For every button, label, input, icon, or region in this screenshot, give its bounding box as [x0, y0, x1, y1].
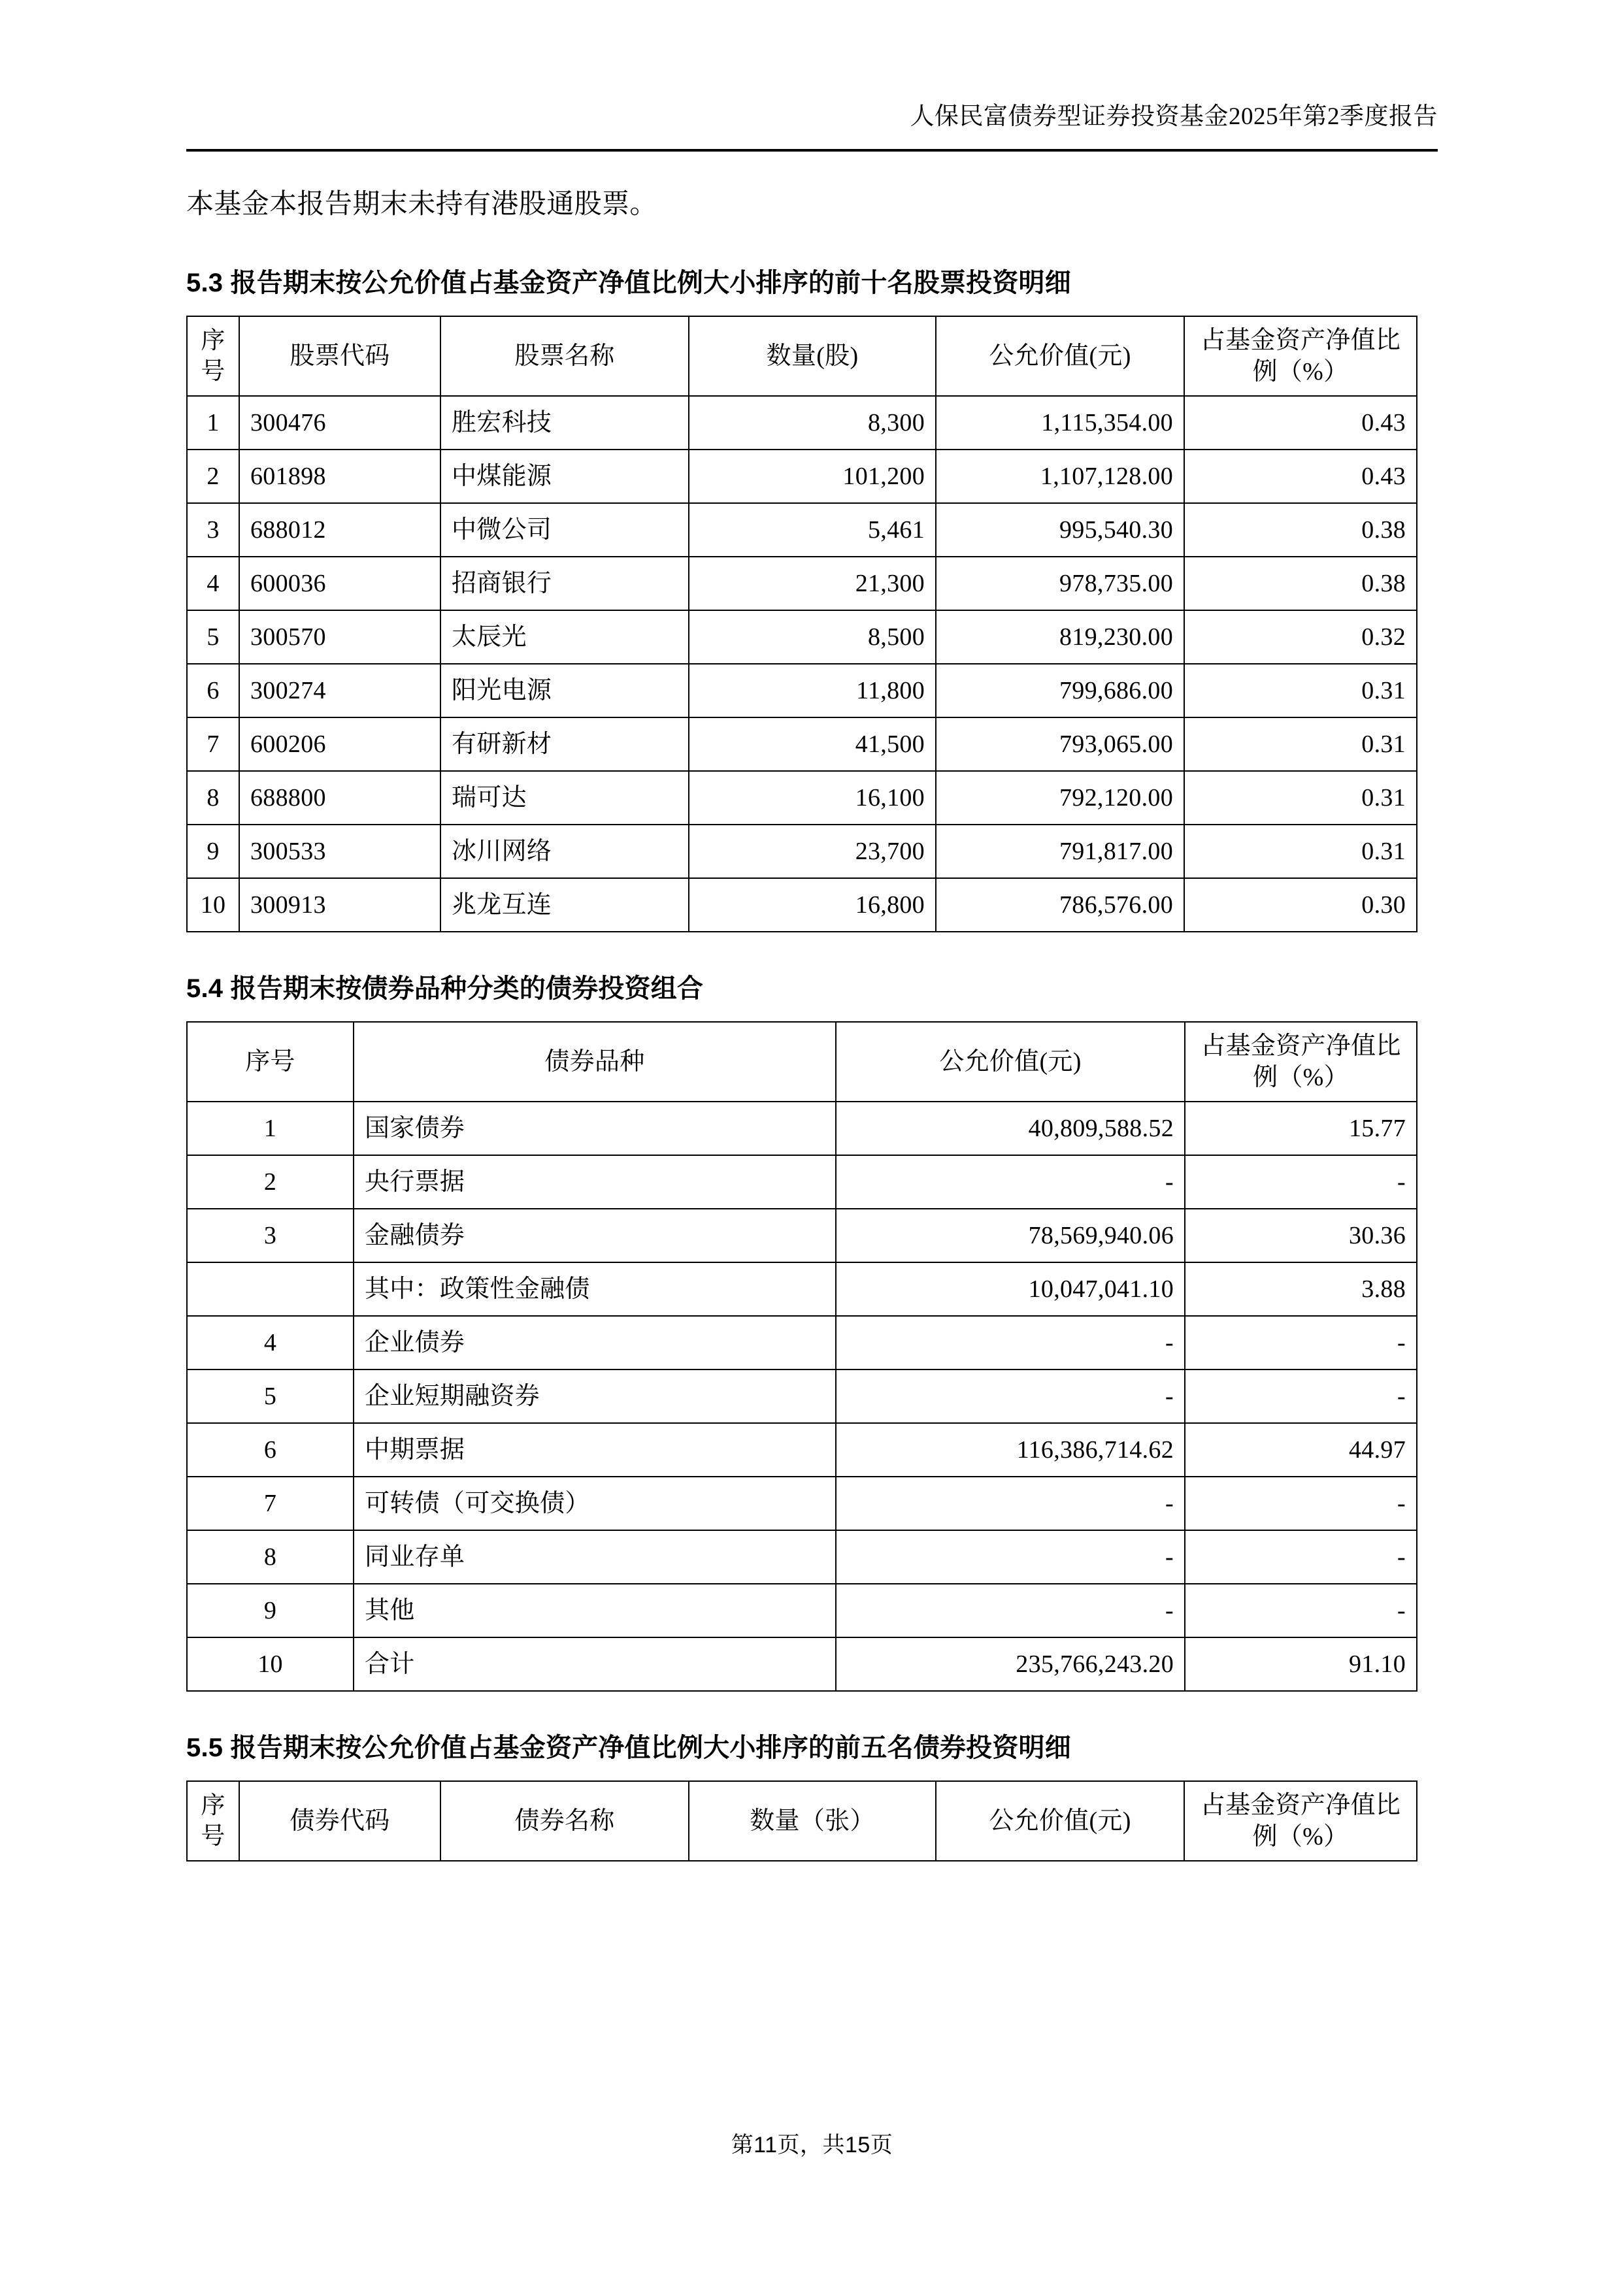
cell-stock-code: 300476 — [239, 396, 440, 450]
cell-nav-ratio: 0.32 — [1184, 610, 1417, 664]
cell-stock-name: 中煤能源 — [440, 450, 689, 503]
cell-nav-ratio: 0.38 — [1184, 557, 1417, 610]
table-header-row — [187, 1022, 1417, 1102]
cell-index: 4 — [187, 557, 239, 610]
cell-fair-value: - — [836, 1155, 1185, 1209]
top-ten-stocks-table — [186, 316, 1417, 932]
table-row — [187, 1423, 1417, 1477]
cell-index — [187, 1262, 354, 1316]
cell-nav-ratio: 44.97 — [1185, 1423, 1417, 1477]
cell-fair-value: 792,120.00 — [936, 771, 1184, 825]
cell-fair-value: 10,047,041.10 — [836, 1262, 1185, 1316]
cell-quantity: 41,500 — [689, 717, 936, 771]
cell-stock-name: 兆龙互连 — [440, 878, 689, 932]
cell-fair-value: 116,386,714.62 — [836, 1423, 1185, 1477]
cell-quantity: 23,700 — [689, 825, 936, 878]
cell-fair-value: 786,576.00 — [936, 878, 1184, 932]
cell-quantity: 16,800 — [689, 878, 936, 932]
cell-index: 8 — [187, 771, 239, 825]
table-row — [187, 1209, 1417, 1262]
cell-fair-value: 799,686.00 — [936, 664, 1184, 717]
cell-bond-kind: 中期票据 — [354, 1423, 836, 1477]
cell-quantity: 16,100 — [689, 771, 936, 825]
cell-index: 6 — [187, 1423, 354, 1477]
cell-index: 10 — [187, 1637, 354, 1691]
col-header-fair-value: 公允价值(元) — [936, 1781, 1184, 1861]
cell-fair-value: - — [836, 1316, 1185, 1369]
header-divider-rule — [186, 149, 1438, 152]
col-header-quantity: 数量(股) — [689, 316, 936, 396]
col-header-fair-value: 公允价值(元) — [936, 316, 1184, 396]
section-heading-5-5: 5.5 报告期末按公允价值占基金资产净值比例大小排序的前五名债券投资明细 — [186, 1733, 1071, 1763]
cell-fair-value: 1,107,128.00 — [936, 450, 1184, 503]
cell-quantity: 21,300 — [689, 557, 936, 610]
cell-stock-code: 688800 — [239, 771, 440, 825]
cell-nav-ratio: - — [1185, 1369, 1417, 1423]
cell-index: 9 — [187, 1584, 354, 1637]
cell-index: 5 — [187, 610, 239, 664]
cell-index: 1 — [187, 1102, 354, 1155]
cell-index: 9 — [187, 825, 239, 878]
cell-quantity: 5,461 — [689, 503, 936, 557]
cell-bond-kind: 可转债（可交换债） — [354, 1477, 836, 1530]
cell-fair-value: - — [836, 1530, 1185, 1584]
table-row — [187, 825, 1417, 878]
cell-bond-kind: 其他 — [354, 1584, 836, 1637]
table-row — [187, 450, 1417, 503]
table-row — [187, 717, 1417, 771]
cell-stock-name: 冰川网络 — [440, 825, 689, 878]
cell-fair-value: 1,115,354.00 — [936, 396, 1184, 450]
cell-quantity: 8,500 — [689, 610, 936, 664]
cell-nav-ratio: 0.31 — [1184, 771, 1417, 825]
col-header-nav-ratio: 占基金资产净值比例（%） — [1184, 316, 1417, 396]
table-header-row — [187, 1781, 1417, 1861]
table-header — [187, 316, 1417, 396]
table-row — [187, 1262, 1417, 1316]
cell-fair-value: 78,569,940.06 — [836, 1209, 1185, 1262]
cell-nav-ratio: 30.36 — [1185, 1209, 1417, 1262]
col-header-bond-name: 债券名称 — [440, 1781, 689, 1861]
cell-bond-kind: 央行票据 — [354, 1155, 836, 1209]
cell-bond-kind: 国家债券 — [354, 1102, 836, 1155]
cell-quantity: 8,300 — [689, 396, 936, 450]
cell-nav-ratio: - — [1185, 1477, 1417, 1530]
cell-fair-value: 819,230.00 — [936, 610, 1184, 664]
cell-index: 2 — [187, 450, 239, 503]
cell-index: 3 — [187, 503, 239, 557]
page-content — [186, 183, 1438, 1861]
running-header-title: 人保民富债券型证券投资基金2025年第2季度报告 — [910, 103, 1438, 130]
col-header-index: 序 号 — [187, 1781, 239, 1861]
cell-nav-ratio: - — [1185, 1155, 1417, 1209]
cell-quantity: 101,200 — [689, 450, 936, 503]
cell-stock-code: 600206 — [239, 717, 440, 771]
bond-types-table — [186, 1021, 1417, 1692]
cell-nav-ratio: - — [1185, 1530, 1417, 1584]
table-row — [187, 610, 1417, 664]
cell-index: 7 — [187, 1477, 354, 1530]
cell-fair-value: 978,735.00 — [936, 557, 1184, 610]
col-header-nav-ratio: 占基金资产净值比例（%） — [1184, 1781, 1417, 1861]
cell-bond-kind: 其中：政策性金融债 — [354, 1262, 836, 1316]
top-five-bonds-table — [186, 1780, 1417, 1861]
cell-nav-ratio: - — [1185, 1316, 1417, 1369]
cell-stock-code: 300913 — [239, 878, 440, 932]
cell-stock-name: 瑞可达 — [440, 771, 689, 825]
cell-nav-ratio: - — [1185, 1584, 1417, 1637]
col-header-stock-code: 股票代码 — [239, 316, 440, 396]
col-header-stock-name: 股票名称 — [440, 316, 689, 396]
cell-nav-ratio: 0.38 — [1184, 503, 1417, 557]
cell-fair-value: 995,540.30 — [936, 503, 1184, 557]
cell-nav-ratio: 0.30 — [1184, 878, 1417, 932]
table-row — [187, 396, 1417, 450]
cell-nav-ratio: 0.43 — [1184, 450, 1417, 503]
cell-stock-code: 688012 — [239, 503, 440, 557]
table-row — [187, 557, 1417, 610]
table-row — [187, 771, 1417, 825]
cell-fair-value: - — [836, 1584, 1185, 1637]
cell-index: 6 — [187, 664, 239, 717]
col-header-quantity: 数量（张） — [689, 1781, 936, 1861]
cell-fair-value: 791,817.00 — [936, 825, 1184, 878]
table-row — [187, 1316, 1417, 1369]
cell-fair-value: 235,766,243.20 — [836, 1637, 1185, 1691]
bond-types-table-body — [187, 1102, 1417, 1691]
col-header-fair-value: 公允价值(元) — [836, 1022, 1185, 1102]
cell-stock-code: 300274 — [239, 664, 440, 717]
cell-stock-name: 有研新材 — [440, 717, 689, 771]
cell-index: 8 — [187, 1530, 354, 1584]
cell-stock-name: 胜宏科技 — [440, 396, 689, 450]
col-header-index: 序 号 — [187, 316, 239, 396]
cell-index: 7 — [187, 717, 239, 771]
cell-fair-value: 793,065.00 — [936, 717, 1184, 771]
cell-stock-name: 招商银行 — [440, 557, 689, 610]
cell-index: 10 — [187, 878, 239, 932]
cell-index: 1 — [187, 396, 239, 450]
table-row — [187, 1584, 1417, 1637]
cell-bond-kind: 同业存单 — [354, 1530, 836, 1584]
cell-bond-kind: 企业短期融资券 — [354, 1369, 836, 1423]
table-row — [187, 503, 1417, 557]
stocks-table-body — [187, 396, 1417, 932]
cell-stock-name: 阳光电源 — [440, 664, 689, 717]
table-row — [187, 1155, 1417, 1209]
table-header-row — [187, 316, 1417, 396]
cell-stock-code: 300533 — [239, 825, 440, 878]
cell-quantity: 11,800 — [689, 664, 936, 717]
cell-stock-code: 601898 — [239, 450, 440, 503]
cell-stock-name: 中微公司 — [440, 503, 689, 557]
cell-stock-code: 600036 — [239, 557, 440, 610]
section-heading-5-3: 5.3 报告期末按公允价值占基金资产净值比例大小排序的前十名股票投资明细 — [186, 269, 1071, 298]
table-header — [187, 1781, 1417, 1861]
cell-nav-ratio: 0.43 — [1184, 396, 1417, 450]
table-row — [187, 1530, 1417, 1584]
cell-stock-code: 300570 — [239, 610, 440, 664]
cell-nav-ratio: 0.31 — [1184, 825, 1417, 878]
cell-bond-kind: 合计 — [354, 1637, 836, 1691]
col-header-index: 序号 — [187, 1022, 354, 1102]
cell-nav-ratio: 3.88 — [1185, 1262, 1417, 1316]
cell-bond-kind: 金融债券 — [354, 1209, 836, 1262]
cell-index: 5 — [187, 1369, 354, 1423]
cell-fair-value: 40,809,588.52 — [836, 1102, 1185, 1155]
cell-fair-value: - — [836, 1477, 1185, 1530]
table-header — [187, 1022, 1417, 1102]
table-row — [187, 1637, 1417, 1691]
intro-paragraph: 本基金本报告期末未持有港股通股票。 — [186, 189, 657, 220]
cell-stock-name: 太辰光 — [440, 610, 689, 664]
cell-index: 4 — [187, 1316, 354, 1369]
table-row — [187, 1369, 1417, 1423]
section-heading-5-4: 5.4 报告期末按债券品种分类的债券投资组合 — [186, 974, 704, 1004]
col-header-bond-code: 债券代码 — [239, 1781, 440, 1861]
col-header-bond-kind: 债券品种 — [354, 1022, 836, 1102]
cell-bond-kind: 企业债券 — [354, 1316, 836, 1369]
table-row — [187, 878, 1417, 932]
cell-nav-ratio: 91.10 — [1185, 1637, 1417, 1691]
table-row — [187, 1477, 1417, 1530]
cell-index: 2 — [187, 1155, 354, 1209]
cell-index: 3 — [187, 1209, 354, 1262]
cell-fair-value: - — [836, 1369, 1185, 1423]
cell-nav-ratio: 15.77 — [1185, 1102, 1417, 1155]
page-number-footer: 第11页，共15页 — [731, 2133, 893, 2157]
table-row — [187, 1102, 1417, 1155]
cell-nav-ratio: 0.31 — [1184, 664, 1417, 717]
table-row — [187, 664, 1417, 717]
col-header-nav-ratio: 占基金资产净值比例（%） — [1185, 1022, 1417, 1102]
cell-nav-ratio: 0.31 — [1184, 717, 1417, 771]
